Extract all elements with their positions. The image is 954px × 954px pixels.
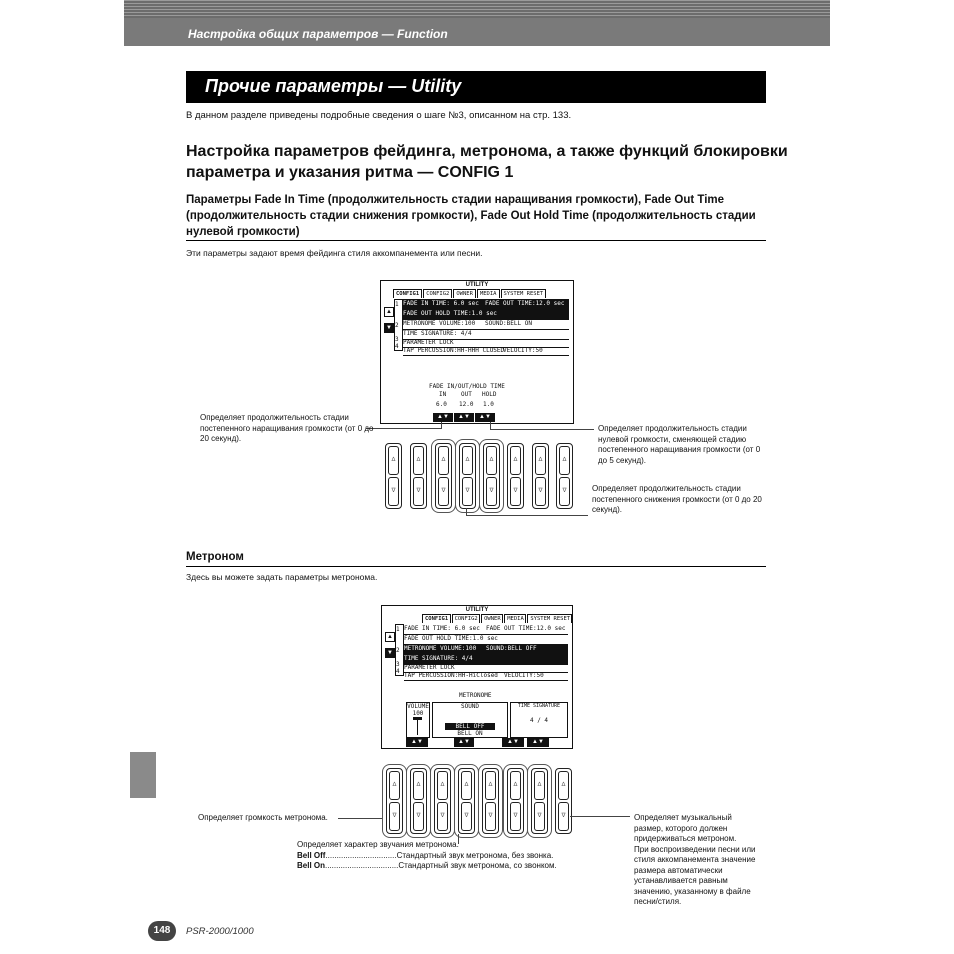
- tab-config2[interactable]: CONFIG2: [452, 614, 481, 623]
- fade-hold-value: 1.0: [483, 401, 494, 408]
- lcd-button-8[interactable]: ∆ ∇: [555, 768, 572, 834]
- met-row-tap-percussion[interactable]: TAP PERCUSSION:HH-HiClosed VELOCITY:50: [404, 672, 568, 681]
- ts-updown-right-icon[interactable]: ▲▼: [527, 738, 549, 747]
- page-down-icon[interactable]: ▼: [384, 323, 394, 333]
- lcd-button-4[interactable]: ∆ ∇: [458, 768, 475, 834]
- lcd-button-3[interactable]: ∆ ∇: [435, 443, 452, 509]
- ts-updown-left-icon[interactable]: ▲▼: [502, 738, 524, 747]
- metronome-desc: Здесь вы можете задать параметры метронома.: [186, 572, 378, 582]
- met-row-hold[interactable]: FADE OUT HOLD TIME:1.0 sec: [404, 634, 568, 645]
- fade-rule: [186, 240, 766, 241]
- page-number: 148: [148, 921, 176, 941]
- out-updown-icon[interactable]: ▲▼: [454, 413, 474, 422]
- main-heading-line1: Настройка параметров фейдинга, метронома, а также функций блокировки: [186, 143, 788, 160]
- time-signature-box: TIME SIGNATURE 4 / 4: [510, 702, 568, 738]
- metronome-rule: [186, 566, 766, 567]
- lcd-button-5[interactable]: ∆ ∇: [482, 768, 499, 834]
- fade-row-fade-in-out[interactable]: FADE IN TIME: 6.0 sec FADE OUT TIME:12.0 sec: [403, 299, 569, 310]
- callout-fade-out: Определяет продолжительность стадии постепенного снижения громкости (от 0 до 20 секунд).: [592, 484, 762, 514]
- callout-metronome-volume: Определяет громкость метронома.: [198, 813, 328, 822]
- tab-config2[interactable]: CONFIG2: [423, 289, 452, 298]
- page-up-icon[interactable]: ▲: [385, 632, 395, 642]
- met-sub-title: METRONOME: [459, 692, 492, 699]
- metronome-heading: Метроном: [186, 551, 244, 563]
- lcd-button-2[interactable]: ∆ ∇: [410, 443, 427, 509]
- callout-fade-in: Определяет продолжительность стадии постепенного наращивания громкости (от 0 до 20 секунд).: [200, 413, 374, 443]
- lcd-button-7[interactable]: ∆ ∇: [531, 768, 548, 834]
- fade-sub-title: FADE IN/OUT/HOLD TIME: [429, 383, 505, 390]
- lcd-button-2[interactable]: ∆ ∇: [410, 768, 427, 834]
- lcd-button-8[interactable]: ∆ ∇: [556, 443, 573, 509]
- volume-box: VOLUME 100: [406, 702, 430, 738]
- lcd-button-5[interactable]: ∆ ∇: [483, 443, 500, 509]
- fade-row-hold[interactable]: FADE OUT HOLD TIME:1.0 sec: [403, 309, 569, 320]
- lcd-button-6[interactable]: ∆ ∇: [507, 443, 524, 509]
- tab-media[interactable]: MEDIA: [504, 614, 526, 623]
- page-down-icon[interactable]: ▼: [385, 648, 395, 658]
- fade-heading-line2: (продолжительность стадии снижения громкости), Fade Out Hold Time (продолжительность стадии: [186, 210, 756, 222]
- lcd-button-7[interactable]: ∆ ∇: [532, 443, 549, 509]
- metronome-lcd-screen: UTILITY CONFIG1 CONFIG2 OWNER MEDIA SYSTEM RESET ▲ ▼ 1 2 3 4 FADE IN TIME: 6.0 sec FADE OUT TIME:12.0 sec FADE OUT HOLD TIME:1.0 sec METRONOME VOLUME:100 SOUND:BELL OFF TIME SIGNATURE: 4/4 PARAMETER LOCK TAP PERCUSSION:HH-HiClosed VELOCITY:50 METRONOME VOLUME 100 SOUND BELL OFF BELL ON TIME SIGNATURE 4 / 4 ▲▼ ▲▼ ▲▼ ▲▼: [381, 605, 573, 749]
- tab-config1[interactable]: CONFIG1: [422, 614, 451, 623]
- lcd-button-1[interactable]: ∆ ∇: [385, 443, 402, 509]
- fade-out-value: 12.0: [459, 401, 474, 408]
- lcd-button-1[interactable]: ∆ ∇: [386, 768, 403, 834]
- lcd-button-3[interactable]: ∆ ∇: [434, 768, 451, 834]
- sound-box: SOUND BELL OFF BELL ON: [432, 702, 508, 738]
- in-updown-icon[interactable]: ▲▼: [433, 413, 453, 422]
- page-up-icon[interactable]: ▲: [384, 307, 394, 317]
- section-title: Прочие параметры — Utility: [205, 76, 462, 96]
- callout-fade-hold: Определяет продолжительность стадии нулевой громкости, сменяющей стадию постепенного наращивания громкости (от 0 до 5 секунд).: [598, 424, 761, 465]
- callout-metronome-sound: Определяет характер звучания метронома. Bell Off................................Стандартный звук метронома, без звонка. Bell On.................................Стандартный звук метронома, со звонком.: [297, 840, 557, 870]
- intro-text: В данном разделе приведены подробные сведения о шаге №3, описанном на стр. 133.: [186, 110, 572, 121]
- fade-row-parameter-lock[interactable]: PARAMETER LOCK: [403, 339, 569, 348]
- lcd-button-4[interactable]: ∆ ∇: [459, 443, 476, 509]
- tab-system-reset[interactable]: SYSTEM RESET: [527, 614, 572, 623]
- met-row-metronome[interactable]: METRONOME VOLUME:100 SOUND:BELL OFF: [404, 644, 568, 655]
- tab-media[interactable]: MEDIA: [477, 289, 500, 298]
- met-row-time-signature[interactable]: TIME SIGNATURE: 4/4: [404, 654, 568, 665]
- callout-time-signature: Определяет музыкальный размер, которого должен придерживаться метроном. При воспроизведении песни или стиля аккомпанемента значение размера автоматически устанавливается равным значению, указанному в файле песни/стиля.: [634, 813, 756, 906]
- sound-updown-icon[interactable]: ▲▼: [454, 738, 474, 747]
- fade-row-time-signature[interactable]: TIME SIGNATURE: 4/4: [403, 329, 569, 340]
- met-row-parameter-lock[interactable]: PARAMETER LOCK: [404, 664, 568, 673]
- lcd-title: UTILITY: [465, 282, 489, 288]
- chapter-side-tab: [130, 752, 156, 798]
- hold-updown-icon[interactable]: ▲▼: [475, 413, 495, 422]
- volume-updown-icon[interactable]: ▲▼: [406, 738, 428, 747]
- page-header-title: Настройка общих параметров — Function: [188, 27, 448, 41]
- fade-heading-line3: нулевой громкости): [186, 226, 300, 238]
- fade-desc: Эти параметры задают время фейдинга стиля аккомпанемента или песни.: [186, 248, 483, 258]
- tab-owner[interactable]: OWNER: [453, 289, 476, 298]
- sound-option-bell-on[interactable]: BELL ON: [457, 730, 483, 737]
- tab-owner[interactable]: OWNER: [481, 614, 503, 623]
- main-heading-line2: параметра и указания ритма — CONFIG 1: [186, 164, 514, 181]
- tab-system-reset[interactable]: SYSTEM RESET: [501, 289, 547, 298]
- fade-heading-line1: Параметры Fade In Time (продолжительность стадии наращивания громкости), Fade Out Time: [186, 194, 725, 206]
- model-name: PSR-2000/1000: [186, 926, 254, 937]
- lcd-button-6[interactable]: ∆ ∇: [507, 768, 524, 834]
- fade-row-metronome[interactable]: METRONOME VOLUME:100 SOUND:BELL ON: [403, 319, 569, 330]
- fade-row-tap-percussion[interactable]: TAP PERCUSSION:HH-HHH CLOSED VELOCITY:50: [403, 347, 569, 356]
- tab-config1[interactable]: CONFIG1: [393, 289, 422, 298]
- sound-option-bell-off[interactable]: BELL OFF: [445, 723, 495, 730]
- met-row-fade-in-out[interactable]: FADE IN TIME: 6.0 sec FADE OUT TIME:12.0 sec: [404, 624, 568, 635]
- fade-in-value: 6.0: [436, 401, 447, 408]
- fade-lcd-screen: UTILITY CONFIG1 CONFIG2 OWNER MEDIA SYSTEM RESET ▲ ▼ 1 2 3 4 FADE IN TIME: 6.0 sec FADE OUT TIME:12.0 sec FADE OUT HOLD TIME:1.0 sec METRONOME VOLUME:100 SOUND:BELL ON TIME SIGNATURE: 4/4 PARAMETER LOCK TAP PERCUSSION:HH-HHH CLOSED VELOCITY:50 FADE IN/OUT/HOLD TIME IN OUT HOLD 6.0 12.0 1.0 ▲▼ ▲▼ ▲▼: [380, 280, 574, 424]
